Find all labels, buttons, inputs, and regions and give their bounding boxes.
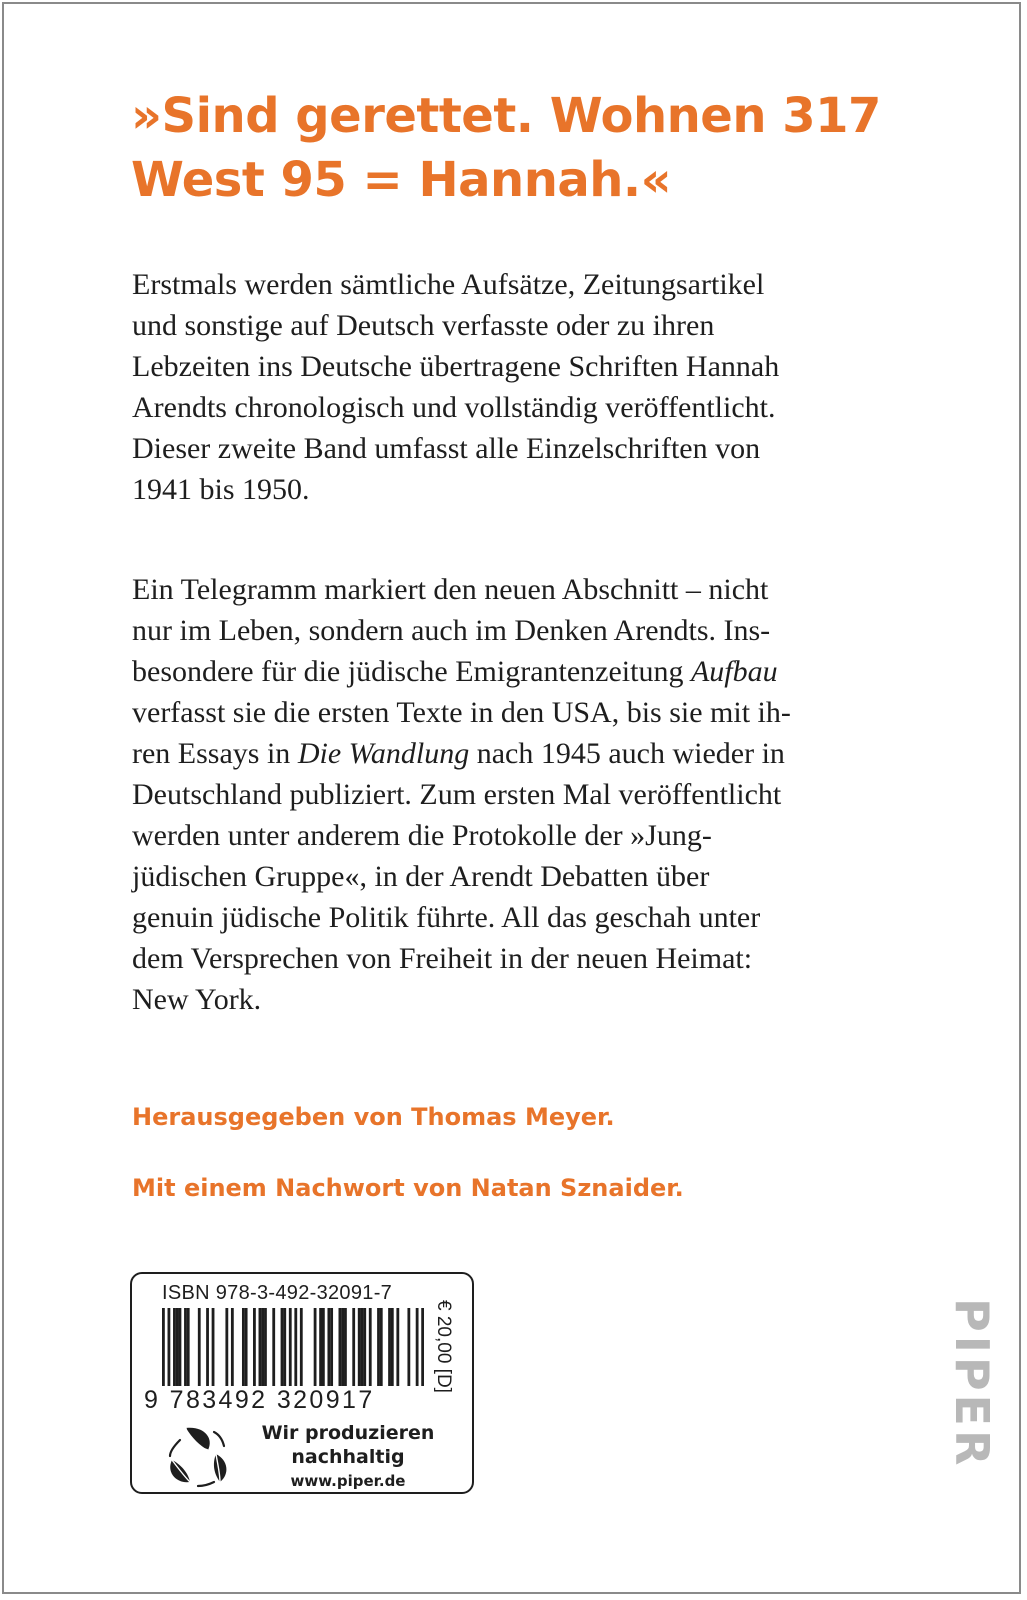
paragraph-2-line: ren Essays in [132,737,298,770]
paragraph-1-line: 1941 bis 1950. [132,473,310,506]
paragraph-1-line: Arendts chronologisch und vollständig veröffentlicht. [132,391,776,424]
barcode-bar [300,1308,303,1386]
barcode-bar [272,1308,275,1386]
barcode-bar [377,1308,380,1386]
back-cover [2,2,1021,1594]
barcode-bar [264,1308,267,1386]
paragraph-2-line: genuin jüdische Politik führte. All das geschah unter [132,901,761,934]
headline-quote [131,84,991,212]
paragraph-2-line: Ein Telegramm markiert den neuen Abschnitt – nicht [132,573,769,606]
paragraph-2-line: nach 1945 auch wieder in [469,737,785,770]
recycle-leaves-icon [164,1424,234,1488]
barcode-bar [231,1308,234,1386]
barcode-bar [206,1308,209,1386]
barcode-bar [179,1308,182,1386]
journal-title-die-wandlung: Die Wandlung [297,737,470,770]
paragraph-1-line: Lebzeiten ins Deutsche übertragene Schriften Hannah [132,350,780,383]
newspaper-title-aufbau: Aufbau [690,655,778,688]
ean-digits: 9 783492 320917 [144,1386,375,1414]
barcode-box [130,1272,474,1494]
paragraph-2-line: besondere für die jüdische Emigrantenzeitung [132,655,691,688]
barcode-bar [184,1308,187,1386]
sustainability-line-2: nachhaltig [291,1446,405,1468]
barcode-bar [283,1308,286,1386]
barcode-bar [242,1308,245,1386]
paragraph-2-line: nur im Leben, sondern auch im Denken Arendts. Ins- [132,614,771,647]
barcode-bar [261,1308,264,1386]
barcode-bar [245,1308,248,1386]
barcode-bar [162,1308,165,1386]
barcode-bar [369,1308,372,1386]
headline-line-2: West 95 = Hannah.« [131,152,672,208]
barcode-bar [187,1308,190,1386]
sustainability-line-1: Wir produzieren [261,1422,435,1444]
barcode-bar [361,1308,364,1386]
barcode-bar [168,1308,171,1386]
barcode-bar [352,1308,355,1386]
barcode-bar [294,1308,297,1386]
paragraph-2-line: werden unter anderem die Protokolle der »Jung- [132,819,712,852]
paragraph-1-line: Erstmals werden sämtliche Aufsätze, Zeitungsartikel [132,268,765,301]
paragraph-2-line: jüdischen Gruppe«, in der Arendt Debatten über [132,860,710,893]
barcode-bar [327,1308,330,1386]
barcode-bar [396,1308,399,1386]
barcode-bar [314,1308,317,1386]
barcode-bar [363,1308,366,1386]
publisher-logo: PIPER [945,1298,999,1470]
description-paragraph-1 [132,264,902,510]
paragraph-1-line: und sonstige auf Deutsch verfasste oder zu ihren [132,309,715,342]
barcode-bar [253,1308,256,1386]
barcode-bar [225,1308,228,1386]
price-label: € 20,00 [D] [433,1300,454,1393]
barcode-bars [162,1308,424,1386]
barcode-bar [358,1308,361,1386]
description-paragraph-2 [132,569,902,1020]
barcode-bar [391,1308,394,1386]
barcode-bar [341,1308,344,1386]
headline-line-1: »Sind gerettet. Wohnen 317 [131,88,881,144]
barcode-bar [330,1308,333,1386]
paragraph-2-line: New York. [132,983,262,1016]
barcode-bar [339,1308,342,1386]
barcode-bar [388,1308,391,1386]
isbn-number: ISBN 978-3-492-32091-7 [162,1282,393,1304]
barcode-bar [289,1308,292,1386]
barcode-bar [198,1308,201,1386]
barcode-bar [212,1308,215,1386]
publisher-website: www.piper.de [290,1472,406,1490]
barcode-bar [173,1308,176,1386]
barcode-bar [344,1308,347,1386]
barcode-bar [176,1308,179,1386]
barcode-bar [281,1308,284,1386]
barcode-bar [416,1308,419,1386]
afterword-credit: Mit einem Nachwort von Natan Sznaider. [132,1174,684,1202]
paragraph-2-line: dem Versprechen von Freiheit in der neuen Heimat: [132,942,753,975]
barcode-bar [421,1308,424,1386]
paragraph-1-line: Dieser zweite Band umfasst alle Einzelschriften von [132,432,761,465]
barcode-bar [407,1308,410,1386]
barcode-bar [380,1308,383,1386]
barcode-bar [322,1308,325,1386]
paragraph-2-line: Deutschland publiziert. Zum ersten Mal veröffentlicht [132,778,782,811]
barcode-bar [259,1308,262,1386]
paragraph-2-line: verfasst sie die ersten Texte in den USA, bis sie mit ih- [132,696,791,729]
editor-credit: Herausgegeben von Thomas Meyer. [132,1103,615,1131]
barcode-bar [319,1308,322,1386]
